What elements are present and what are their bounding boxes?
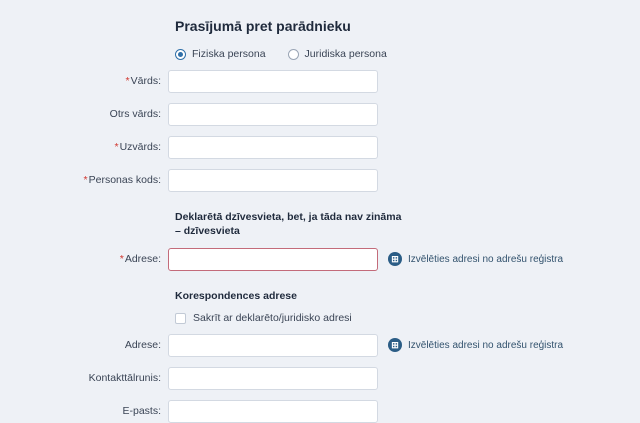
field-row-kontakttalrunis	[0, 366, 640, 390]
label-personas-kods-text: Personas kods:	[88, 174, 161, 186]
address-register-icon: ⊞	[388, 252, 402, 266]
declared-address-heading: Deklarētā dzīvesvieta, bet, ja tāda nav zināma – dzīvesvieta	[175, 211, 402, 237]
label-deklareta-adrese-text: Adrese:	[124, 253, 161, 265]
hide-declared-address-checkbox[interactable]	[175, 313, 186, 324]
radio-option-fiziska-persona[interactable]	[175, 48, 266, 60]
correspondence-address-register-link-label: Izvēlēties adresi no adrešu reģistra	[408, 339, 564, 351]
field-row-uzvards	[0, 135, 640, 159]
person-type-radio-group	[175, 48, 640, 60]
input-deklareta-adrese[interactable]	[168, 248, 378, 271]
input-vards[interactable]	[168, 70, 378, 93]
radio-juridiska-persona-icon[interactable]	[288, 49, 299, 60]
field-row-e-pasts	[0, 399, 640, 423]
label-vards-text: Vārds:	[130, 75, 161, 87]
label-personas-kods	[0, 174, 168, 186]
label-otrs-vards: Otrs vārds:	[109, 108, 161, 120]
field-row-deklaretda-adrese	[0, 247, 640, 271]
required-marker: *	[83, 174, 88, 186]
declared-address-register-link[interactable]	[388, 252, 563, 266]
field-row-personas-kods	[0, 168, 640, 192]
input-korespondences-adrese[interactable]	[168, 334, 378, 357]
hide-declared-address-label: Sakrīt ar deklarēto/juridisko adresi	[193, 312, 352, 324]
field-row-vards	[0, 69, 640, 93]
label-vards	[0, 75, 168, 87]
input-personas-kods[interactable]	[168, 169, 378, 192]
input-kontakttalrunis[interactable]	[168, 367, 378, 390]
radio-fiziska-persona-label: Fiziska persona	[192, 48, 266, 60]
correspondence-address-register-link[interactable]	[388, 338, 563, 352]
field-row-otrs-vards	[0, 102, 640, 126]
label-uzvards-text: Uzvārds:	[119, 141, 161, 153]
label-uzvards	[0, 141, 168, 153]
label-deklareta-adrese	[0, 253, 168, 265]
radio-juridiska-persona-label: Juridiska persona	[304, 48, 387, 60]
required-marker: *	[119, 253, 124, 265]
required-marker: *	[125, 75, 130, 87]
address-register-icon: ⊞	[388, 338, 402, 352]
correspondence-heading: Korespondences adrese	[175, 290, 297, 302]
input-uzvards[interactable]	[168, 136, 378, 159]
page-title: Prasījumā pret parādnieku	[175, 18, 351, 34]
radio-fiziska-persona-icon[interactable]	[175, 49, 186, 60]
input-e-pasts[interactable]	[168, 400, 378, 423]
radio-option-juridiska-persona[interactable]	[288, 48, 387, 60]
label-kontakttalrunis: Kontakttālrunis:	[88, 372, 161, 384]
field-row-korespondences-adrese	[0, 333, 640, 357]
label-e-pasts: E-pasts:	[122, 405, 161, 417]
declared-address-register-link-label: Izvēlēties adresi no adrešu reģistra	[408, 253, 564, 265]
hide-declared-address-checkbox-row[interactable]	[175, 312, 640, 324]
required-marker: *	[114, 141, 119, 153]
input-otrs-vards[interactable]	[168, 103, 378, 126]
label-korespondences-adrese: Adrese:	[124, 339, 161, 351]
